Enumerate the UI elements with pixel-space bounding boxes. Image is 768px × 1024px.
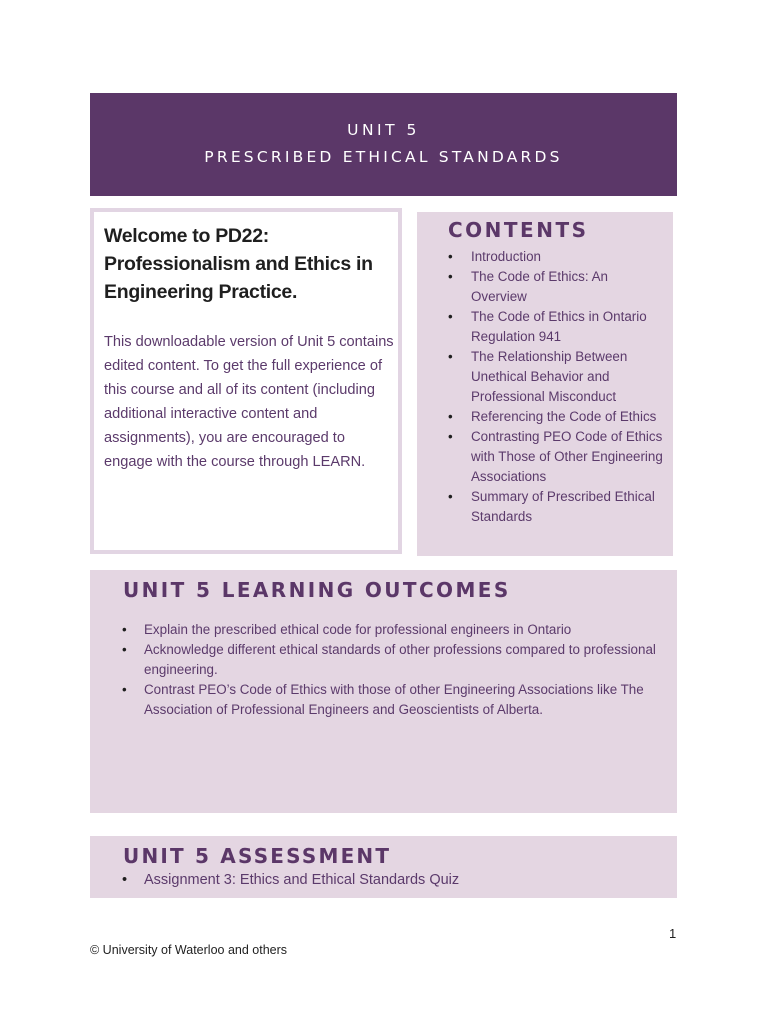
contents-item: • Contrasting PEO Code of Ethics with Those of Other Engineering Associations bbox=[447, 427, 665, 487]
learning-outcome-item: • Explain the prescribed ethical code for professional engineers in Ontario bbox=[120, 620, 665, 640]
learning-outcome-item: • Contrast PEO’s Code of Ethics with those of other Engineering Associations like The Association of Professional Engineers and Geoscientists of Alberta. bbox=[120, 680, 665, 720]
contents-item: • The Code of Ethics in Ontario Regulation 941 bbox=[447, 307, 665, 347]
unit-number: UNIT 5 bbox=[347, 121, 420, 139]
contents-item: • Referencing the Code of Ethics bbox=[447, 407, 665, 427]
welcome-heading: Welcome to PD22: Professionalism and Ethics in Engineering Practice. bbox=[104, 225, 373, 303]
contents-panel bbox=[417, 212, 673, 556]
contents-list bbox=[447, 247, 665, 527]
contents-item: • Introduction bbox=[447, 247, 665, 267]
assessment-title: UNIT 5 ASSESSMENT bbox=[123, 844, 392, 868]
learning-outcomes-title: UNIT 5 LEARNING OUTCOMES bbox=[123, 578, 511, 602]
contents-title: CONTENTS bbox=[448, 218, 589, 242]
welcome-box bbox=[90, 208, 402, 554]
unit-title: PRESCRIBED ETHICAL STANDARDS bbox=[204, 148, 563, 166]
welcome-body: This downloadable version of Unit 5 contains edited content. To get the full experience of this course and all of its content (including additional interactive content and assignments), you are encouraged to engage with the course through LEARN. bbox=[104, 334, 394, 470]
contents-item: • Summary of Prescribed Ethical Standards bbox=[447, 487, 665, 527]
assessment-item: • Assignment 3: Ethics and Ethical Standards Quiz bbox=[120, 870, 665, 890]
learning-outcome-item: • Acknowledge different ethical standards of other professions compared to professional engineering. bbox=[120, 640, 665, 680]
learning-outcomes-list bbox=[120, 620, 665, 720]
unit-banner bbox=[90, 93, 677, 196]
learning-outcomes-panel bbox=[90, 570, 677, 813]
page-number: 1 bbox=[669, 926, 677, 941]
assessment-list bbox=[120, 870, 665, 890]
copyright-footer: © University of Waterloo and others bbox=[90, 943, 288, 957]
assessment-panel bbox=[90, 836, 677, 898]
contents-item: • The Relationship Between Unethical Behavior and Professional Misconduct bbox=[447, 347, 665, 407]
contents-item: • The Code of Ethics: An Overview bbox=[447, 267, 665, 307]
